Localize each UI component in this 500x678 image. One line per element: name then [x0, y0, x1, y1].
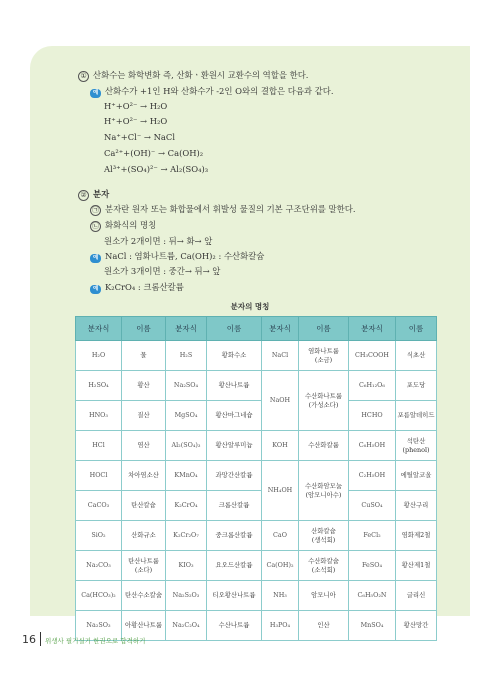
- compound-name-cell: [299, 521, 349, 551]
- compound-name-cell: [207, 401, 262, 431]
- example-badge-icon: 예: [90, 254, 101, 263]
- cell-text: 물: [140, 351, 147, 359]
- table-row: [76, 461, 437, 491]
- cell-text: Ca(OH)₂: [266, 561, 294, 569]
- cell-text: 티오황산나트륨: [212, 591, 256, 599]
- header-name: 이름: [299, 317, 349, 341]
- cell-text: 황산제1철: [401, 561, 431, 569]
- cell-text: 수산화암모늄: [304, 481, 343, 490]
- cell-text: (가성소다): [308, 400, 339, 409]
- section1-heading-text: 산화수는 화학변화 즉, 산화ㆍ환원시 교환수의 역할을 한다.: [93, 70, 309, 80]
- formula-cell: [76, 551, 122, 581]
- cell-text: KIO₃: [178, 561, 194, 569]
- naming-rule-1: 원소가 2개이면 : 뒤→ 화→ 앞: [104, 236, 213, 246]
- formula-cell: [76, 581, 122, 611]
- formula-cell: [166, 341, 207, 371]
- cell-text: 아황산나트륨: [124, 621, 163, 629]
- cell-text: 요오드산칼륨: [215, 561, 253, 569]
- section2-item-a: [90, 204, 356, 216]
- formula-cell: [166, 461, 207, 491]
- compound-name-cell: [299, 611, 349, 641]
- formula-cell: [76, 491, 122, 521]
- compound-name-cell: [396, 431, 437, 461]
- cell-text: 탄산칼슘: [131, 501, 156, 509]
- compound-name-cell: [207, 461, 262, 491]
- formula-cell: [166, 581, 207, 611]
- section1-example: [90, 86, 334, 98]
- table-row: [76, 341, 437, 371]
- cell-text: HCHO: [361, 411, 383, 419]
- formula-cell: [76, 371, 122, 401]
- cell-text: (암모니아수): [305, 490, 342, 499]
- molecule-names-table: [75, 316, 437, 641]
- cell-text: Na₂SO₄: [173, 381, 199, 389]
- table-row: [76, 521, 437, 551]
- compound-name-cell: [396, 341, 437, 371]
- cell-text: 황산마그네슘: [215, 411, 253, 419]
- formula-cell: [262, 431, 299, 461]
- table-row: [76, 371, 437, 401]
- cell-text: 수산화나트륨: [304, 391, 343, 400]
- cell-text: Na₂S₂O₃: [172, 591, 200, 599]
- cell-text: KOH: [272, 441, 288, 449]
- header-formula: 분자식: [349, 317, 396, 341]
- section2-item-b: [90, 220, 156, 232]
- compound-name-cell: [207, 521, 262, 551]
- compound-name-cell: [122, 401, 166, 431]
- formula-cell: [349, 581, 396, 611]
- formula-cell: [166, 491, 207, 521]
- cell-text: SiO₂: [91, 531, 106, 539]
- cell-text: 석탄산: [406, 436, 426, 445]
- cell-text: Ca(HCO₃)₂: [81, 591, 116, 599]
- cell-text: NH₃: [273, 591, 287, 599]
- cell-text: 황산나트륨: [218, 381, 250, 389]
- cell-text: NH₄OH: [267, 486, 293, 494]
- cell-text: NaOH: [269, 396, 291, 404]
- cell-text: 질산: [137, 411, 150, 419]
- compound-name-cell: [122, 341, 166, 371]
- example-badge-icon: 예: [90, 285, 101, 294]
- cell-text: 염화나트륨: [308, 346, 339, 355]
- compound-name-cell: [396, 521, 437, 551]
- cell-text: 중크롬산칼륨: [215, 531, 253, 539]
- formula-cell: [349, 431, 396, 461]
- table-row: [76, 401, 437, 431]
- formula-cell: [349, 551, 396, 581]
- footer-divider: [40, 632, 41, 646]
- cell-text: (소다): [134, 565, 153, 574]
- page-number: 16: [22, 633, 36, 646]
- section2-heading-text: 분자: [93, 189, 110, 199]
- cell-text: HNO₃: [89, 411, 108, 419]
- cell-text: 수산나트륨: [218, 621, 250, 629]
- cell-text: H₃PO₄: [269, 621, 291, 629]
- cell-text: K₂CrO₄: [174, 501, 198, 509]
- formula-cell: [349, 401, 396, 431]
- circled-letter-a: ㉠: [92, 206, 99, 214]
- compound-name-cell: [299, 461, 349, 521]
- compound-name-cell: [122, 431, 166, 461]
- cell-text: Na₂C₂O₄: [172, 621, 200, 629]
- cell-text: (phenol): [402, 445, 430, 454]
- table-row: [76, 431, 437, 461]
- cell-text: 산화규소: [131, 531, 156, 539]
- formula-cell: [349, 341, 396, 371]
- formula-cell: [76, 521, 122, 551]
- compound-name-cell: [396, 581, 437, 611]
- formula-cell: [166, 431, 207, 461]
- cell-text: (소금): [314, 355, 333, 364]
- cell-text: (소석회): [311, 565, 336, 574]
- cell-text: MnSO₄: [360, 621, 384, 629]
- formula-cell: [262, 581, 299, 611]
- formula-cell: [166, 551, 207, 581]
- table-title: 분자의 명칭: [230, 302, 270, 311]
- cell-text: K₂Cr₂O₇: [173, 531, 199, 539]
- circled-number-2: ②: [78, 190, 89, 201]
- compound-name-cell: [122, 551, 166, 581]
- formula-cell: [166, 401, 207, 431]
- naming-example-2-text: K₂CrO₄ : 크롬산칼륨: [105, 282, 184, 292]
- cell-text: 황산: [137, 381, 150, 389]
- compound-name-cell: [396, 401, 437, 431]
- compound-name-cell: [122, 581, 166, 611]
- formula-cell: [76, 341, 122, 371]
- section2-item-b-text: 화화식의 명칭: [105, 220, 157, 230]
- cell-text: H₂S: [179, 351, 193, 359]
- cell-text: HCl: [92, 441, 105, 449]
- cell-text: 탄산나트륨: [128, 556, 159, 565]
- compound-name-cell: [299, 341, 349, 371]
- cell-text: 염화제2철: [401, 531, 431, 539]
- cell-text: KMnO₄: [174, 471, 198, 479]
- table-row: [76, 491, 437, 521]
- compound-name-cell: [207, 551, 262, 581]
- compound-name-cell: [207, 581, 262, 611]
- compound-name-cell: [122, 371, 166, 401]
- equation-3: Na⁺+Cl⁻ → NaCl: [104, 132, 176, 142]
- compound-name-cell: [207, 431, 262, 461]
- equation-1: H⁺+O²⁻ → H₂O: [104, 101, 168, 111]
- cell-text: CH₃COOH: [355, 351, 389, 359]
- section2-heading: [78, 189, 109, 201]
- cell-text: H₂SO₄: [88, 381, 109, 389]
- cell-text: C₆H₅O₂N: [357, 591, 387, 599]
- book-title: 위생사 필기실기 한권으로 합격하기: [45, 637, 146, 645]
- cell-text: 수산화칼륨: [308, 441, 339, 449]
- circled-letter-b: ㉡: [92, 222, 99, 230]
- cell-text: 식초산: [406, 351, 426, 359]
- cell-text: 수산화칼슘: [308, 556, 339, 565]
- cell-text: 과망간산칼륨: [215, 471, 253, 479]
- table-row: [76, 551, 437, 581]
- table-header-row: [76, 317, 437, 341]
- naming-rule-2: 원소가 3개이면 : 중간→ 뒤→ 앞: [104, 266, 221, 276]
- formula-cell: [166, 371, 207, 401]
- cell-text: FeSO₄: [361, 561, 383, 569]
- cell-text: CuSO₄: [361, 501, 383, 509]
- cell-text: 황화수소: [221, 351, 247, 359]
- compound-name-cell: [396, 371, 437, 401]
- cell-text: 포름알데히드: [397, 411, 435, 419]
- cell-text: HOCl: [89, 471, 108, 479]
- compound-name-cell: [122, 521, 166, 551]
- cell-text: 차아염소산: [128, 471, 159, 479]
- header-formula: 분자식: [166, 317, 207, 341]
- formula-cell: [262, 341, 299, 371]
- naming-example-2: [90, 282, 184, 294]
- compound-name-cell: [207, 341, 262, 371]
- cell-text: 황산망간: [403, 621, 429, 629]
- cell-text: 황산알루미늄: [215, 441, 253, 449]
- example-badge-icon: 예: [90, 89, 101, 98]
- header-name: 이름: [207, 317, 262, 341]
- cell-text: 에틸알코올: [400, 471, 432, 479]
- cell-text: 염산: [137, 441, 150, 449]
- circled-number-1: ①: [78, 71, 89, 82]
- cell-text: C₆H₅OH: [358, 441, 386, 449]
- formula-cell: [262, 551, 299, 581]
- formula-cell: [349, 371, 396, 401]
- formula-cell: [76, 401, 122, 431]
- formula-cell: [166, 521, 207, 551]
- formula-cell: [76, 461, 122, 491]
- cell-text: Na₂CO₃: [86, 561, 111, 569]
- formula-cell: [349, 491, 396, 521]
- compound-name-cell: [396, 551, 437, 581]
- header-name: 이름: [122, 317, 166, 341]
- formula-cell: [76, 431, 122, 461]
- compound-name-cell: [207, 491, 262, 521]
- formula-cell: [349, 611, 396, 641]
- cell-text: 인산: [317, 621, 330, 629]
- equation-2: H⁺+O²⁻ → H₂O: [104, 116, 168, 126]
- cell-text: Na₂SO₃: [86, 621, 111, 629]
- header-formula: 분자식: [76, 317, 122, 341]
- cell-text: 크롬산칼륨: [218, 501, 250, 509]
- cell-text: CaCO₃: [87, 501, 110, 509]
- cell-text: 포도당: [406, 381, 426, 389]
- compound-name-cell: [207, 371, 262, 401]
- formula-cell: [262, 461, 299, 521]
- compound-name-cell: [299, 551, 349, 581]
- formula-cell: [262, 371, 299, 431]
- compound-name-cell: [299, 371, 349, 431]
- formula-cell: [349, 461, 396, 491]
- cell-text: 산화칼슘: [311, 526, 336, 535]
- equation-4: Ca²⁺+(OH)⁻ → Ca(OH)₂: [104, 148, 204, 158]
- cell-text: 글리신: [406, 591, 426, 599]
- table-row: [76, 581, 437, 611]
- compound-name-cell: [122, 491, 166, 521]
- compound-name-cell: [299, 431, 349, 461]
- header-formula: 분자식: [262, 317, 299, 341]
- cell-text: MgSO₄: [174, 411, 198, 419]
- cell-text: 황산구리: [403, 501, 429, 509]
- section1-heading: [78, 70, 308, 82]
- compound-name-cell: [396, 461, 437, 491]
- cell-text: (생석회): [311, 535, 336, 544]
- formula-cell: [349, 521, 396, 551]
- header-name: 이름: [396, 317, 437, 341]
- compound-name-cell: [207, 611, 262, 641]
- naming-example-1-text: NaCl : 염화나트륨, Ca(OH)₂ : 수산화칼슘: [105, 251, 265, 261]
- equation-5: Al³⁺+(SO₄)²⁻ → Al₂(SO₄)₃: [104, 164, 209, 174]
- cell-text: NaCl: [271, 351, 289, 359]
- formula-cell: [262, 611, 299, 641]
- naming-example-1: [90, 251, 264, 263]
- cell-text: Al₂(SO₄)₃: [171, 441, 201, 449]
- cell-text: 암모니아: [311, 591, 336, 599]
- compound-name-cell: [396, 491, 437, 521]
- formula-cell: [166, 611, 207, 641]
- compound-name-cell: [396, 611, 437, 641]
- compound-name-cell: [122, 461, 166, 491]
- cell-text: H₂O: [91, 351, 106, 359]
- cell-text: 탄산수소칼슘: [124, 591, 163, 599]
- cell-text: C₂H₅OH: [358, 471, 386, 479]
- cell-text: CaO: [273, 531, 287, 539]
- formula-cell: [262, 521, 299, 551]
- compound-name-cell: [299, 581, 349, 611]
- cell-text: C₆H₁₂O₆: [359, 381, 385, 389]
- cell-text: FeCl₂: [363, 531, 381, 539]
- section1-example-text: 산화수가 +1인 H와 산화수가 -2인 O와의 결합은 다음과 같다.: [105, 86, 334, 96]
- section2-item-a-text: 분자란 원자 또는 화합물에서 휘발성 물질의 기본 구조단위를 말한다.: [105, 204, 356, 214]
